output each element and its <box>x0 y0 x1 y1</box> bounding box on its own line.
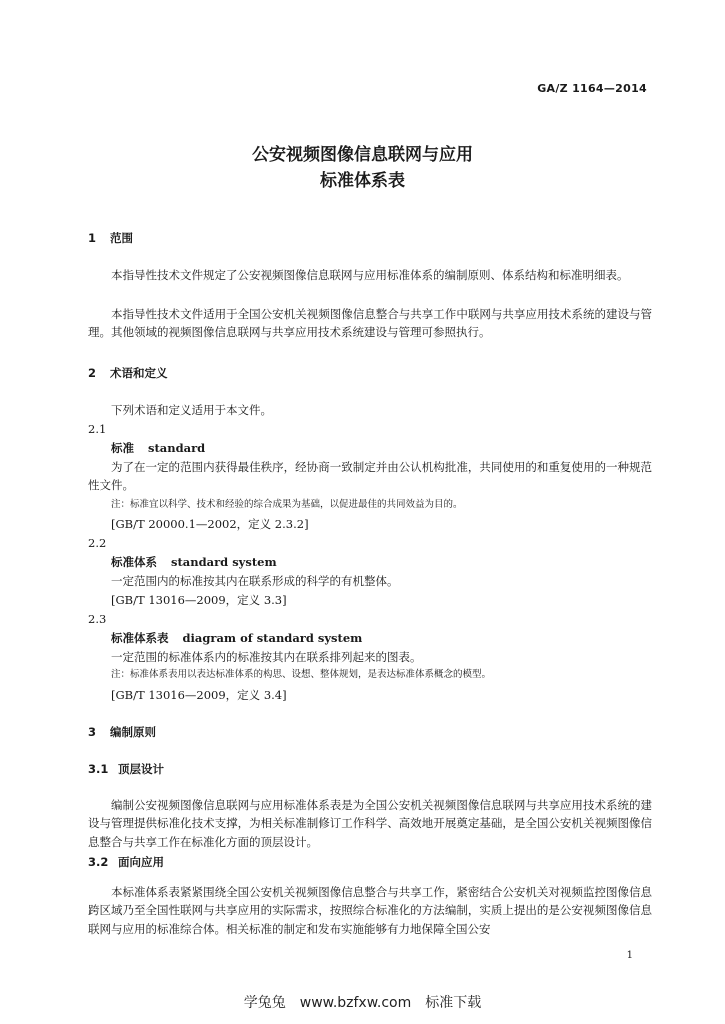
document-title-line1: 公安视频图像信息联网与应用 <box>252 145 473 165</box>
term-name <box>111 629 362 647</box>
standard-code: GA/Z 1164—2014 <box>537 82 647 95</box>
subsection-title: 面向应用 <box>118 855 164 869</box>
term-definition: 一定范围的标准体系内的标准按其内在联系排列起来的图表。 <box>111 650 422 664</box>
term-reference: [GB/T 13016—2009，定义 3.3] <box>111 593 287 607</box>
term-en: standard <box>148 441 206 455</box>
section-2-heading <box>88 364 168 382</box>
page-number: 1 <box>626 950 633 961</box>
term-number: 2.3 <box>88 612 107 626</box>
term-note: 注：标准宜以科学、技术和经验的综合成果为基础，以促进最佳的共同效益为目的。 <box>111 499 463 510</box>
term-definition: 为了在一定的范围内获得最佳秩序，经协商一致制定并由公认机构批准，共同使用的和重复使用的一种规范性文件。 <box>88 460 652 493</box>
section-2-intro: 下列术语和定义适用于本文件。 <box>111 403 272 417</box>
term-cn: 标准体系 <box>111 555 157 569</box>
subsection-number: 3.2 <box>88 855 109 869</box>
subsection-number: 3.1 <box>88 762 109 776</box>
term-cn: 标准 <box>111 441 134 455</box>
document-title-line2: 标准体系表 <box>320 171 405 191</box>
subsection-title: 顶层设计 <box>118 762 164 776</box>
subsection-3-2-paragraph: 本标准体系表紧紧围绕全国公安机关视频图像信息整合与共享工作，紧密结合公安机关对视频监控图像信息跨区域乃至全国性联网与共享应用的实际需求，按照综合标准化的方法编制，实质上提出的是公安视频图像信息联网与应用的标准综合体。相关标准的制定和发布实施能够有力地保障全国公安 <box>88 885 652 936</box>
term-reference: [GB/T 20000.1—2002，定义 2.3.2] <box>111 517 309 531</box>
term-number: 2.2 <box>88 536 107 550</box>
term-cn: 标准体系表 <box>111 631 169 645</box>
footer-watermark-text: 学兔兔 www.bzfxw.com 标准下载 <box>243 995 482 1011</box>
term-number: 2.1 <box>88 422 107 436</box>
subsection-3-1-paragraph: 编制公安视频图像信息联网与应用标准体系表是为全国公安机关视频图像信息联网与共享应用技术系统的建设与管理提供标准化技术支撑，为相关标准制修订工作科学、高效地开展奠定基础，是全国公安机关视频图像信息整合与共享工作在标准化方面的顶层设计。 <box>88 798 652 849</box>
section-1-paragraph-2: 本指导性技术文件适用于全国公安机关视频图像信息整合与共享工作中联网与共享应用技术系统的建设与管理。其他领域的视频图像信息联网与共享应用技术系统建设与管理可参照执行。 <box>88 307 652 340</box>
section-title: 编制原则 <box>110 725 156 739</box>
term-definition: 一定范围内的标准按其内在联系形成的科学的有机整体。 <box>111 574 399 588</box>
section-number: 3 <box>88 725 97 739</box>
term-name <box>111 439 205 457</box>
subsection-3-1-heading <box>88 760 164 778</box>
term-en: standard system <box>171 555 277 569</box>
section-number: 2 <box>88 366 97 380</box>
section-number: 1 <box>88 231 97 245</box>
term-note: 注：标准体系表用以表达标准体系的构思、设想、整体规划，是表达标准体系概念的模型。 <box>111 669 492 680</box>
section-title: 范围 <box>110 231 133 245</box>
section-1-heading <box>88 229 133 247</box>
subsection-3-2-heading <box>88 853 164 871</box>
section-3-heading <box>88 723 156 741</box>
section-1-paragraph-1: 本指导性技术文件规定了公安视频图像信息联网与应用标准体系的编制原则、体系结构和标准明细表。 <box>111 268 629 282</box>
term-name <box>111 553 277 571</box>
term-en: diagram of standard system <box>182 631 363 645</box>
section-title: 术语和定义 <box>110 366 168 380</box>
term-reference: [GB/T 13016—2009，定义 3.4] <box>111 688 287 702</box>
